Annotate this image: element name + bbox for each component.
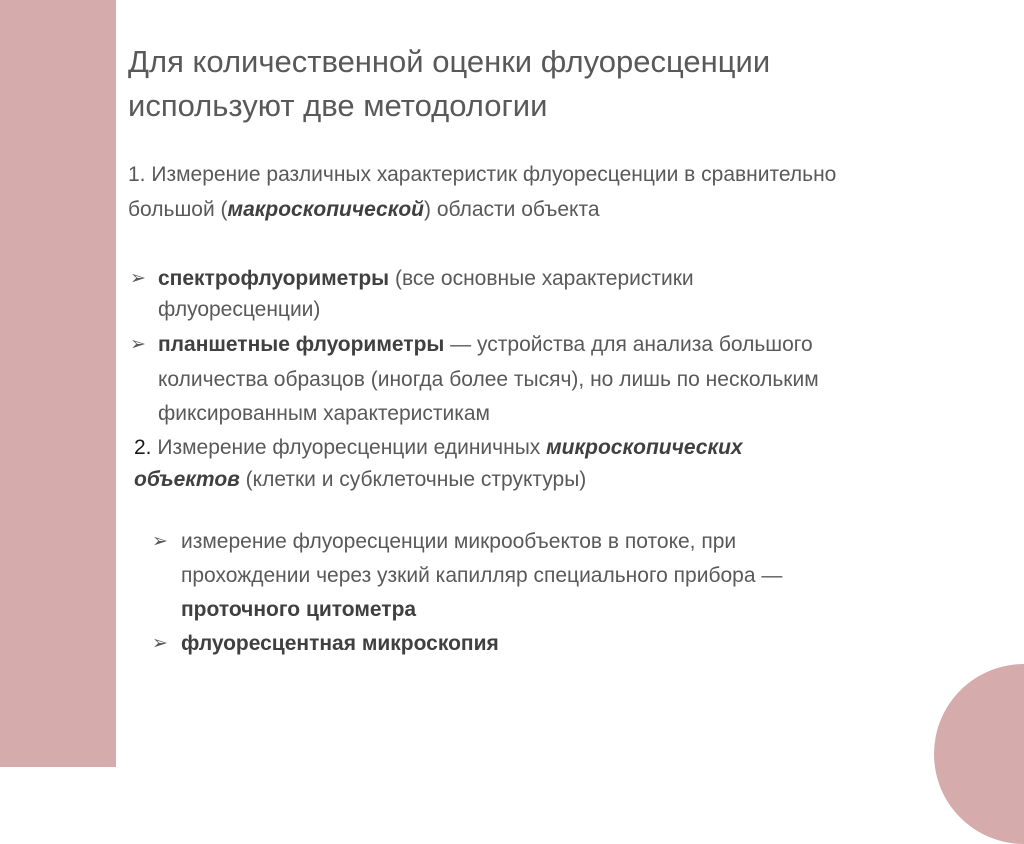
title-line-1: Для количественной оценки флуоресценции bbox=[128, 44, 771, 79]
title-line-2: используют две методологии bbox=[128, 88, 548, 123]
arrow-bullet-icon: ➢ bbox=[152, 531, 168, 552]
section-2-line-2: объектов (клетки и субклеточные структуры) bbox=[134, 468, 587, 491]
bullet-plate-fluorimeters: планшетные флуориметры — устройства для анализа большого bbox=[158, 333, 813, 356]
bullet-plate-fluorimeters-cont-1: количества образцов (иногда более тысяч), но лишь по нескольким bbox=[158, 368, 819, 391]
section-1-line-1: 1. Измерение различных характеристик флуоресценции в сравнительно bbox=[128, 163, 837, 186]
bullet-flow-measurement-cont-2 bbox=[181, 592, 1001, 627]
bullet-spectrofluorimeters-cont: флуоресценции) bbox=[158, 298, 321, 321]
section-2-number: 2. bbox=[134, 436, 152, 459]
bullet-plate-fluorimeters-cont-2: фиксированным характеристикам bbox=[158, 402, 490, 425]
flow-cytometer-term: проточного цитометра bbox=[181, 598, 417, 621]
slide-title bbox=[128, 40, 988, 128]
bullet-spectrofluorimeters: спектрофлуориметры (все основные характеристики bbox=[158, 267, 694, 290]
objects-term: объектов bbox=[134, 468, 240, 491]
arrow-bullet-icon: ➢ bbox=[130, 334, 146, 355]
section-1-number: 1. bbox=[128, 163, 146, 186]
bullet-fluorescence-microscopy: флуоресцентная микроскопия bbox=[181, 632, 499, 655]
arrow-bullet-icon: ➢ bbox=[152, 633, 168, 654]
decorative-side-bar bbox=[0, 0, 116, 767]
section-2-line-1: 2. Измерение флуоресценции единичных микроскопических bbox=[134, 436, 743, 459]
arrow-bullet-icon: ➢ bbox=[130, 268, 146, 289]
bullet-flow-measurement-cont-1: прохождении через узкий капилляр специального прибора — bbox=[181, 564, 783, 587]
microscopic-term: микроскопических bbox=[546, 436, 743, 459]
decorative-corner-circle bbox=[934, 664, 1024, 844]
macroscopic-term: макроскопической bbox=[227, 198, 425, 221]
section-1-line-2: большой (макроскопической) области объекта bbox=[128, 198, 600, 221]
bullet-flow-measurement: измерение флуоресценции микрообъектов в потоке, при bbox=[181, 530, 737, 553]
